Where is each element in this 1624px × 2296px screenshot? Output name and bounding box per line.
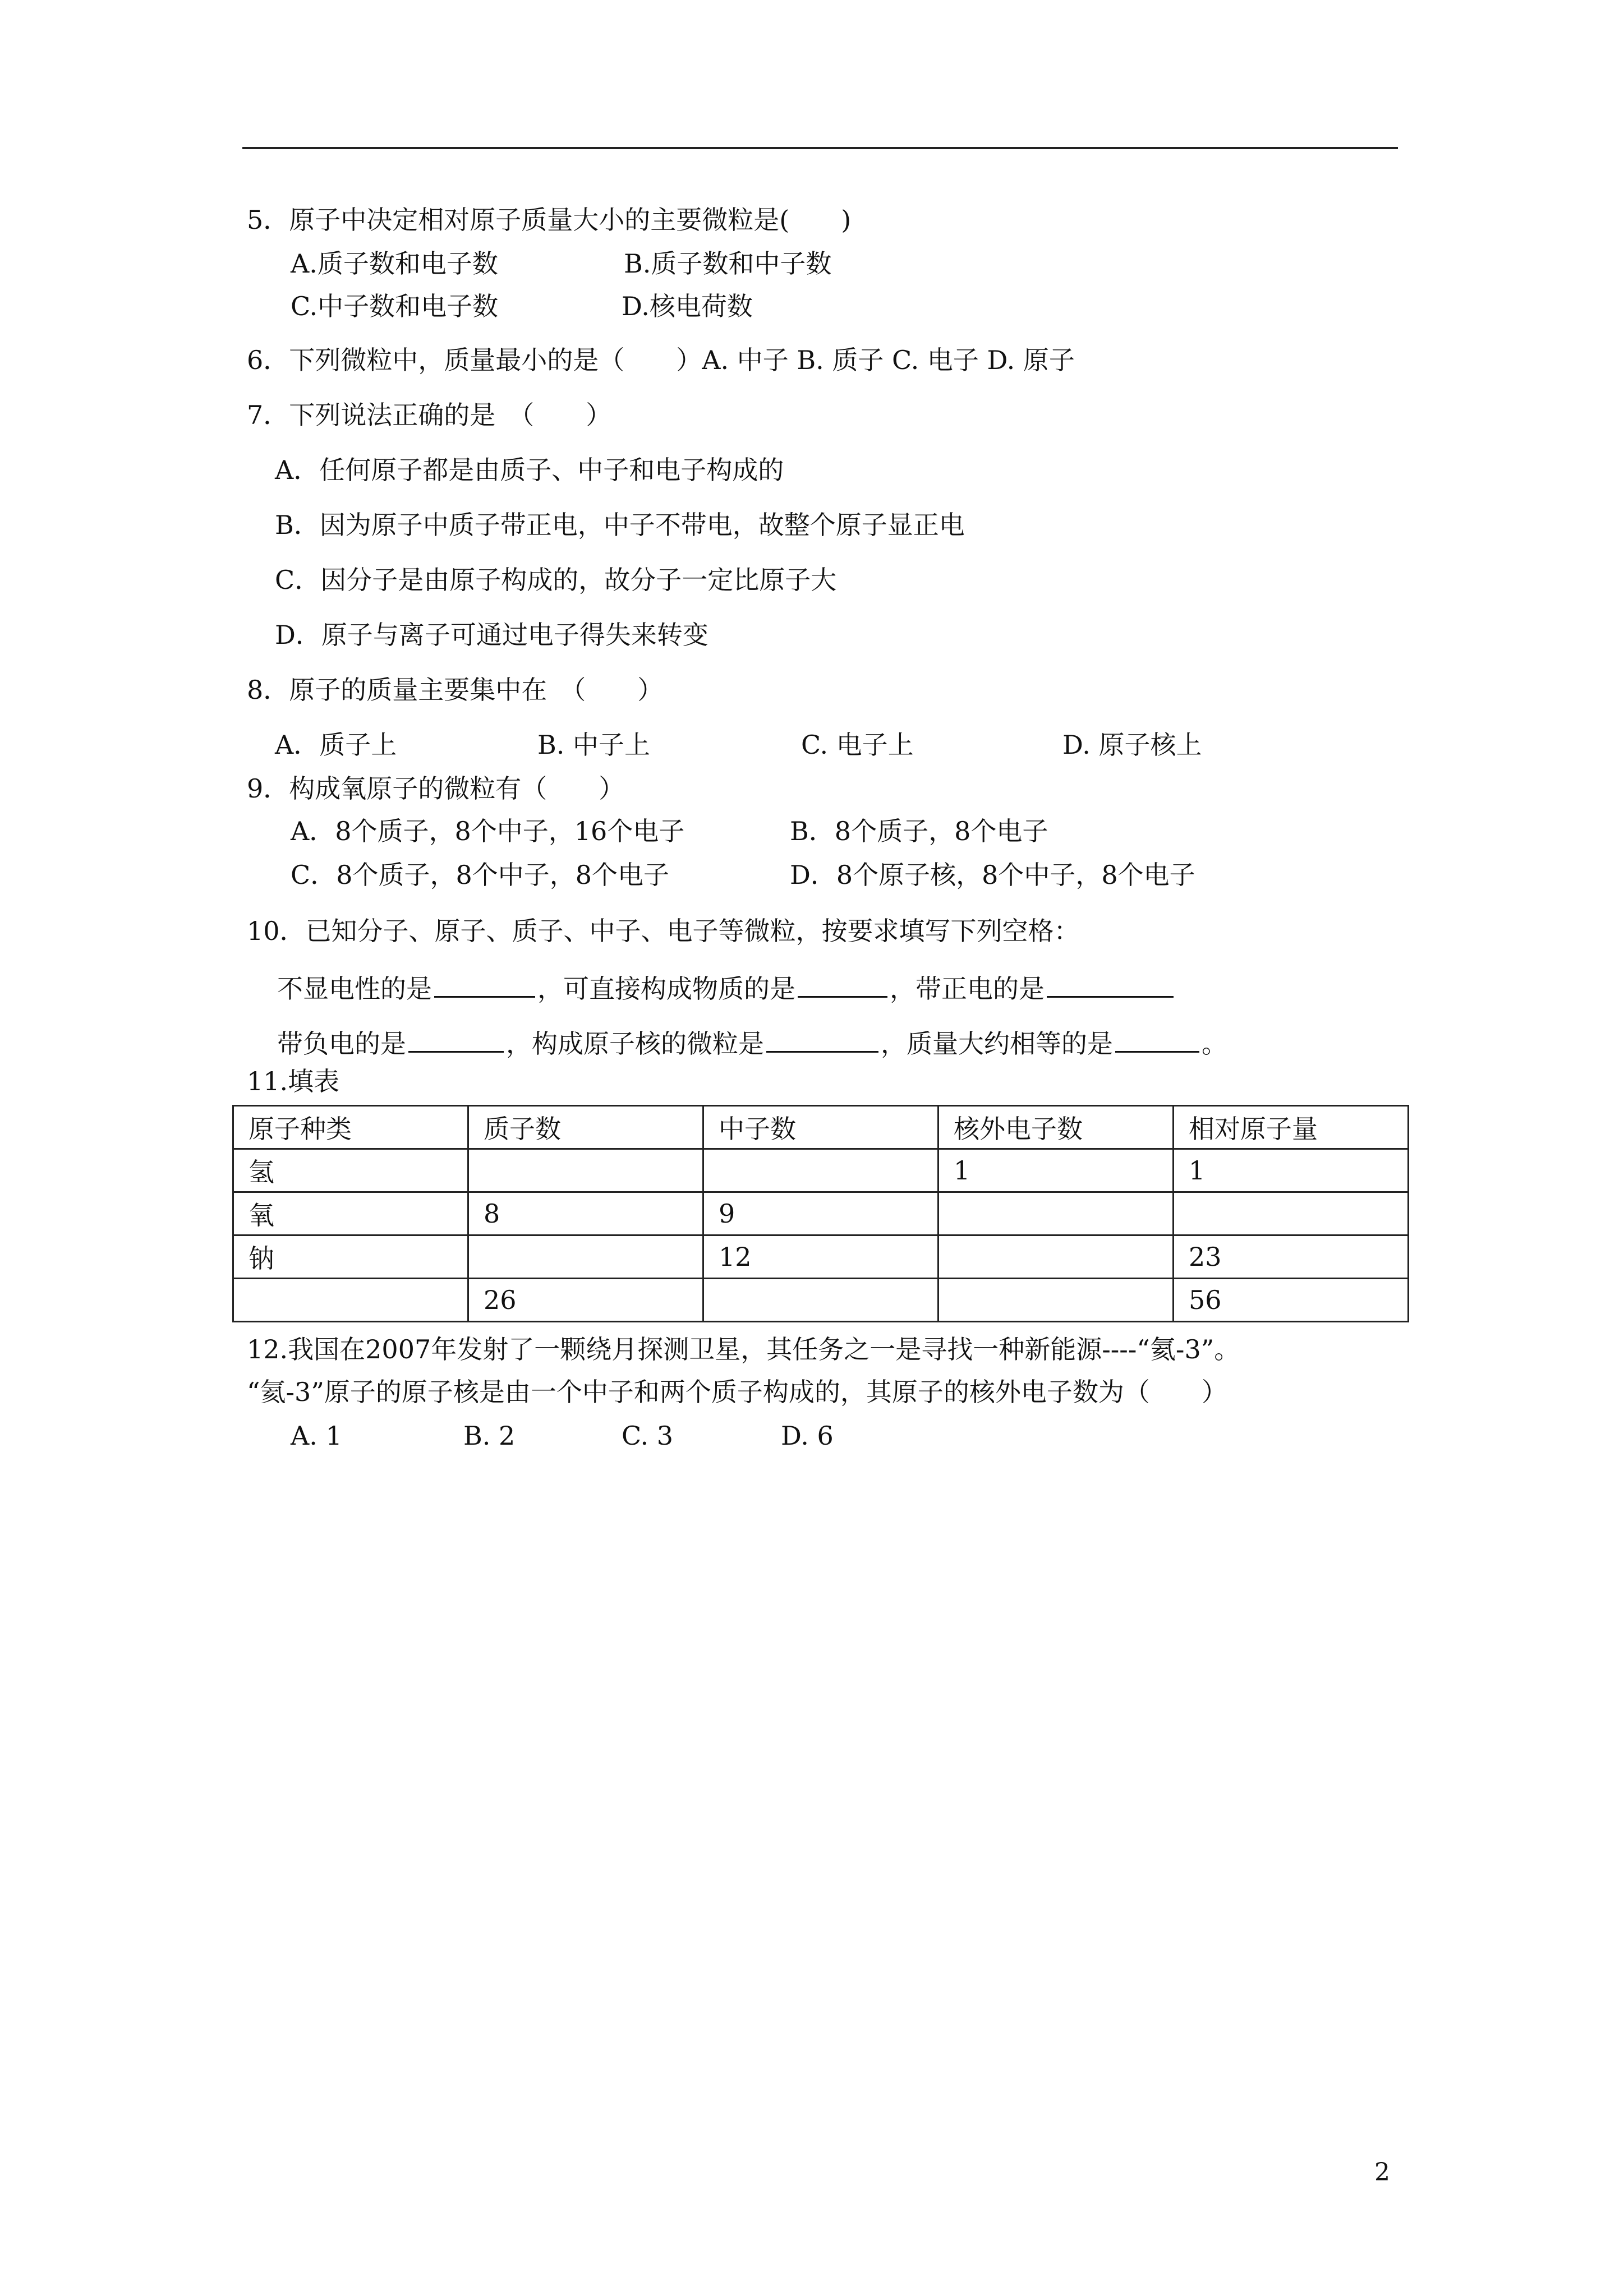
table-cell xyxy=(703,1149,938,1192)
table-row xyxy=(233,1192,1409,1235)
q10-label-equal-mass: ，质量大约相等的是 xyxy=(881,1029,1113,1059)
q10-blank-negative[interactable] xyxy=(408,1024,504,1053)
q12-option-a: A. 1 xyxy=(291,1421,342,1451)
table-cell xyxy=(703,1279,938,1322)
q10-label-direct: ，可直接构成物质的是 xyxy=(537,974,795,1004)
table-header-row xyxy=(233,1106,1409,1149)
table-cell: 56 xyxy=(1174,1279,1409,1322)
table-cell: 8 xyxy=(468,1192,703,1235)
table-header-cell: 中子数 xyxy=(703,1106,938,1149)
q5-option-d: D.核电荷数 xyxy=(622,291,753,321)
q7-option-d: D．原子与离子可通过电子得失来转变 xyxy=(275,620,709,650)
table-cell: 9 xyxy=(703,1192,938,1235)
q5-stem: 5．原子中决定相对原子质量大小的主要微粒是( ) xyxy=(247,205,852,235)
q8-option-c: C. 电子上 xyxy=(801,730,914,760)
table-header-cell: 核外电子数 xyxy=(938,1106,1174,1149)
q10-label-neutral: 不显电性的是 xyxy=(277,974,432,1004)
q7-option-b: B．因为原子中质子带正电，中子不带电，故整个原子显正电 xyxy=(275,510,965,540)
q12-line-2: “氦-3”原子的原子核是由一个中子和两个质子构成的，其原子的核外电子数为（ ） xyxy=(247,1377,1227,1407)
table-cell xyxy=(1174,1192,1409,1235)
table-header-cell: 相对原子量 xyxy=(1174,1106,1409,1149)
q10-blank-positive[interactable] xyxy=(1047,969,1174,998)
table-cell: 钠 xyxy=(233,1235,468,1279)
table-cell xyxy=(468,1235,703,1279)
q12-option-b: B. 2 xyxy=(463,1421,516,1451)
q11-stem: 11.填表 xyxy=(247,1066,340,1096)
q10-period: 。 xyxy=(1202,1029,1227,1059)
table-cell: 26 xyxy=(468,1279,703,1322)
table-row xyxy=(233,1235,1409,1279)
table-row xyxy=(233,1279,1409,1322)
q9-stem: 9．构成氧原子的微粒有（ ） xyxy=(247,773,625,804)
table-cell: 氧 xyxy=(233,1192,468,1235)
q9-option-c: C．8个质子，8个中子，8个电子 xyxy=(291,860,669,890)
q8-stem: 8．原子的质量主要集中在 （ ） xyxy=(247,675,664,705)
q10-label-negative: 带负电的是 xyxy=(277,1029,406,1059)
q7-option-c: C．因分子是由原子构成的，故分子一定比原子大 xyxy=(275,565,837,595)
table-cell: 23 xyxy=(1174,1235,1409,1279)
q10-line-1 xyxy=(277,969,1176,1006)
q8-option-d: D. 原子核上 xyxy=(1062,730,1202,760)
header-rule xyxy=(242,147,1398,149)
q10-blank-nucleus[interactable] xyxy=(766,1024,878,1053)
table-cell: 12 xyxy=(703,1235,938,1279)
q10-blank-equal-mass[interactable] xyxy=(1115,1024,1199,1053)
table-header-cell: 质子数 xyxy=(468,1106,703,1149)
table-cell: 氢 xyxy=(233,1149,468,1192)
table-cell xyxy=(938,1235,1174,1279)
q12-option-c: C. 3 xyxy=(622,1421,674,1451)
q10-blank-neutral[interactable] xyxy=(434,969,535,998)
atom-table xyxy=(232,1105,1409,1322)
q8-option-b: B. 中子上 xyxy=(537,730,651,760)
table-cell xyxy=(233,1279,468,1322)
table-cell: 1 xyxy=(938,1149,1174,1192)
table-cell xyxy=(938,1192,1174,1235)
table-cell: 1 xyxy=(1174,1149,1409,1192)
q7-stem: 7．下列说法正确的是 （ ） xyxy=(247,400,612,430)
table-header-cell: 原子种类 xyxy=(233,1106,468,1149)
q9-option-b: B．8个质子，8个电子 xyxy=(790,816,1048,846)
q9-option-a: A．8个质子，8个中子，16个电子 xyxy=(291,816,685,846)
q10-stem: 10．已知分子、原子、质子、中子、电子等微粒，按要求填写下列空格： xyxy=(247,916,1080,946)
table-cell xyxy=(938,1279,1174,1322)
page-number: 2 xyxy=(1374,2158,1390,2187)
q10-blank-direct[interactable] xyxy=(798,969,887,998)
q10-line-2 xyxy=(277,1024,1227,1061)
table-row xyxy=(233,1149,1409,1192)
table-cell xyxy=(468,1149,703,1192)
q9-option-d: D．8个原子核，8个中子，8个电子 xyxy=(790,860,1195,890)
q5-option-b: B.质子数和中子数 xyxy=(624,248,832,279)
q5-option-c: C.中子数和电子数 xyxy=(291,291,499,321)
q10-label-nucleus: ，构成原子核的微粒是 xyxy=(506,1029,764,1059)
q5-option-a: A.质子数和电子数 xyxy=(291,248,498,279)
q6-stem: 6．下列微粒中，质量最小的是（ ）A. 中子 B. 质子 C. 电子 D. 原子 xyxy=(247,345,1075,375)
q12-line-1: 12.我国在2007年发射了一颗绕月探测卫星，其任务之一是寻找一种新能源----“氦-3”。 xyxy=(247,1334,1240,1364)
q10-label-positive: ，带正电的是 xyxy=(890,974,1045,1004)
q7-option-a: A．任何原子都是由质子、中子和电子构成的 xyxy=(275,455,784,485)
q8-option-a: A．质子上 xyxy=(275,730,397,760)
q12-option-d: D. 6 xyxy=(781,1421,834,1451)
